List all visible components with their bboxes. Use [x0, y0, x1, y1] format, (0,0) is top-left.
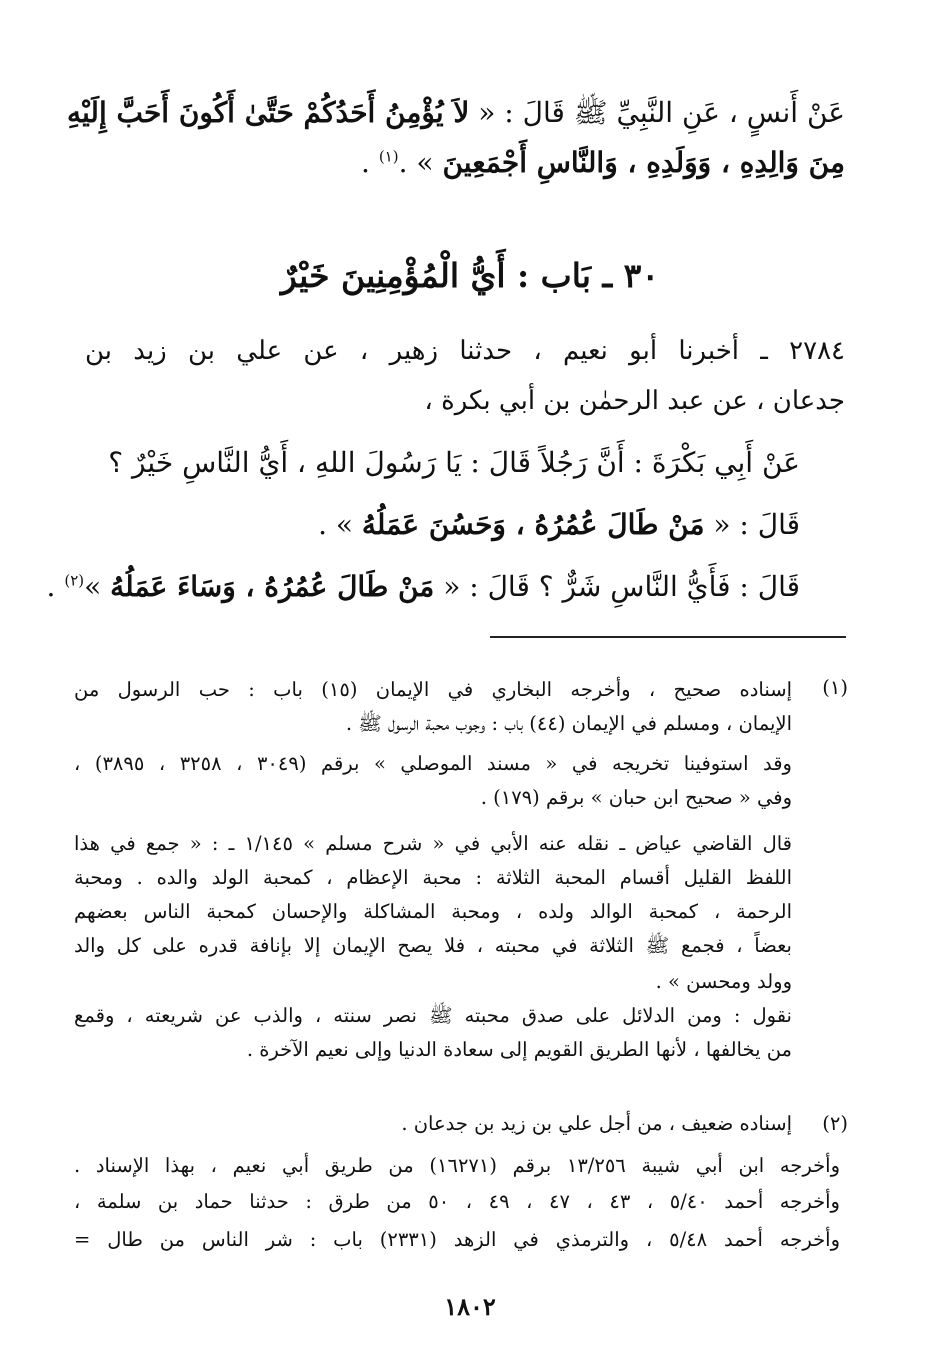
footnote-2-line: وأخرجه أحمد ٥/٤٠ ، ٤٣ ، ٤٧ ، ٤٩ ، ٥٠ من طرق : حدثنا حماد بن سلمة ،: [74, 1190, 840, 1213]
hadith-2784-isnad-line-1: ٢٧٨٤ ـ أخبرنا أبو نعيم ، حدثنا زهير ، عن علي بن زيد بن: [85, 336, 846, 366]
page-number: ١٨٠٢: [444, 1292, 496, 1321]
hadith-2784-matn-line-1: عَنْ أَبِي بَكْرَةَ : أَنَّ رَجُلاً قَالَ : يَا رَسُولَ اللهِ ، أَيُّ النَّاسِ خَيْرٌ ؟: [108, 446, 800, 479]
footnote-separator: [490, 636, 846, 638]
footnote-1-line: من يخالفها ، لأنها الطريق القويم إلى سعادة الدنيا وإلى نعيم الآخرة .: [246, 1038, 792, 1061]
hadith-number: ٢٧٨٤ ـ أخبرنا: [678, 336, 846, 366]
footnote-1-line: وفي « صحيح ابن حبان » برقم (١٧٩) .: [480, 786, 792, 809]
footnote-1-line: قال القاضي عياض ـ نقله عنه الأبي في « شرح مسلم » ١/١٤٥ ـ : « جمع في هذا: [74, 832, 792, 855]
hadith-top-line-1: عَنْ أَنسٍ ، عَنِ النَّبِيِّ ﷺ قَالَ : « لاَ يُؤْمِنُ أَحَدُكُمْ حَتَّىٰ أَكُونَ أَحَبَّ إِلَيْهِ: [66, 96, 845, 129]
footnote-1-line: وولد ومحسن » .: [655, 970, 792, 993]
footnote-1-line: إسناده صحيح ، وأخرجه البخاري في الإيمان (١٥) باب : حب الرسول من: [74, 678, 792, 701]
footnote-2-line: وأخرجه أحمد ٥/٤٨ ، والترمذي في الزهد (٢٣٣١) باب : شر الناس من طال =: [74, 1228, 840, 1251]
footnote-1-line: نقول : ومن الدلائل على صدق محبته ﷺ نصر سنته ، والذب عن شريعته ، وقمع: [74, 1004, 792, 1027]
footnote-1-line: اللفظ القليل أقسام المحبة الثلاثة : محبة الإعظام ، كمحبة الولد والده . ومحبة: [74, 866, 792, 889]
footnote-2-marker: (٢): [822, 1112, 848, 1135]
footnote-1-line: الرحمة ، كمحبة الوالد ولده ، ومحبة المشاكلة والإحسان كمحبة الناس بعضهم: [74, 900, 792, 923]
footnote-1-line: بعضاً ، فجمع ﷺ الثلاثة في محبته ، فلا يصح الإيمان إلا بإنافة قدره على كل والد: [74, 934, 792, 957]
footnote-1-marker: (١): [822, 676, 848, 699]
footnote-ref-1[interactable]: (١): [378, 147, 399, 166]
hadith-2784-isnad-line-2: جدعان ، عن عبد الرحمٰن بن أبي بكرة ،: [424, 386, 845, 416]
hadith-top-text-bold-2: مِنَ وَالِدِهِ ، وَوَلَدِهِ ، وَالنَّاسِ أَجْمَعِينَ: [442, 146, 845, 179]
footnote-1-line: وقد استوفينا تخريجه في « مسند الموصلي » برقم (٣٠٤٩ ، ٣٢٥٨ ، ٣٨٩٥) ،: [74, 752, 792, 775]
hadith-top-text-bold-1: لاَ يُؤْمِنُ أَحَدُكُمْ حَتَّىٰ أَكُونَ أَحَبَّ إِلَيْهِ: [66, 96, 470, 129]
chapter-title: ٣٠ ـ بَاب : أَيُّ الْمُؤْمِنِينَ خَيْرٌ: [280, 256, 660, 295]
hadith-2784-matn-line-2: قَالَ : « مَنْ طَالَ عُمُرُهُ ، وَحَسُنَ عَمَلُهُ » .: [318, 508, 800, 541]
hadith-2784-answer-2: مَنْ طَالَ عُمُرُهُ ، وَسَاءَ عَمَلُهُ: [110, 570, 435, 603]
footnote-1-line: الإيمان ، ومسلم في الإيمان (٤٤) باب : وجوب محبة الرسول ﷺ .: [345, 712, 792, 735]
hadith-2784-matn-line-3: قَالَ : فَأَيُّ النَّاسِ شَرٌّ ؟ قَالَ : « مَنْ طَالَ عُمُرُهُ ، وَسَاءَ عَمَلُهُ »$^{(٢)}$ .: [46, 570, 800, 603]
footnote-2-line: وأخرجه ابن أبي شيبة ١٣/٢٥٦ برقم (١٦٢٧١) من طريق أبي نعيم ، بهذا الإسناد .: [74, 1154, 840, 1177]
footnote-2-line: إسناده ضعيف ، من أجل علي بن زيد بن جدعان .: [401, 1112, 792, 1135]
footnote-ref-2[interactable]: (٢): [64, 571, 85, 590]
hadith-top-line-2: مِنَ وَالِدِهِ ، وَوَلَدِهِ ، وَالنَّاسِ أَجْمَعِينَ » .$^{(١)}$ .: [361, 146, 845, 179]
hadith-2784-answer-1: مَنْ طَالَ عُمُرُهُ ، وَحَسُنَ عَمَلُهُ: [361, 508, 705, 541]
